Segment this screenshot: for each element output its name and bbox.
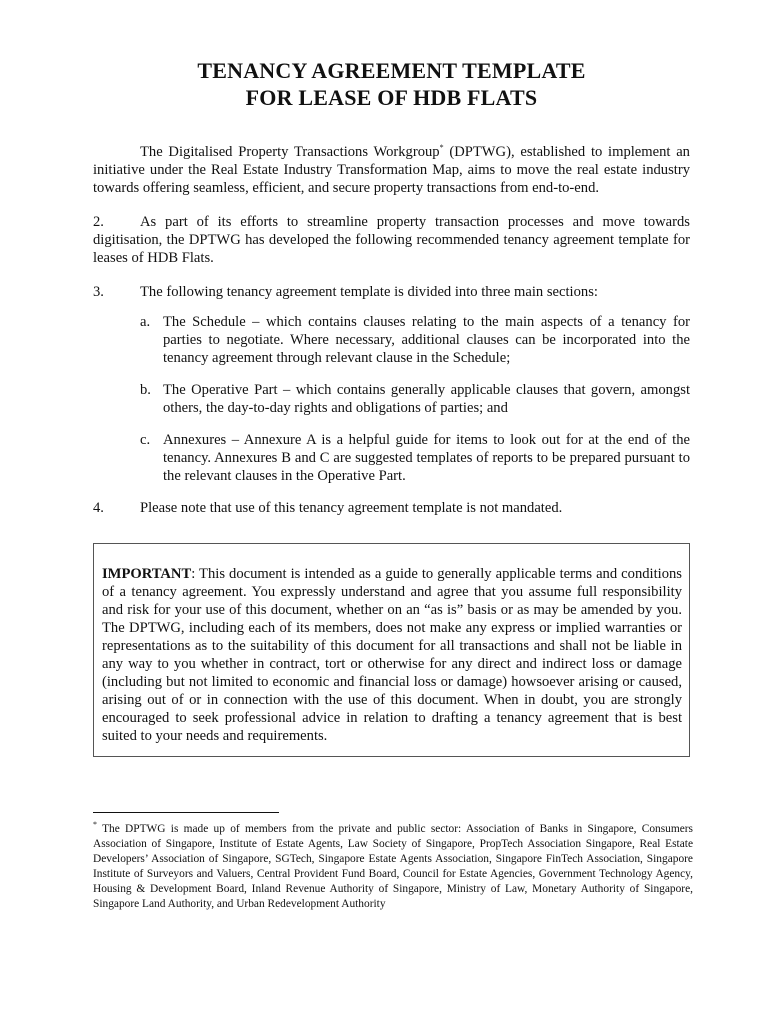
paragraph-2-number: 2. [93, 214, 104, 230]
list-item [140, 431, 690, 485]
important-text: : This document is intended as a guide to generally applicable terms and conditions of a tenancy agreement. You expressly understand and agree that you assume full responsibility and risk for your use of this document, whether on an “as is” basis or as may be amended by you. The DPTWG, including each of its members, does not make any express or implied warranties or representations as to the suitability of this document for all transactions and shall not be liable in any way to you whether in contract, tort or otherwise for any direct and indirect loss or damage (including but not limited to economic and financial loss or damage) howsoever arising or caused, arising out of or in connection with the use of this document. When in doubt, you are strongly encouraged to seek professional advice in relation to drafting a tenancy agreement that is best suited to your needs and requirements. [102, 566, 682, 744]
title-line-1: TENANCY AGREEMENT TEMPLATE [197, 58, 586, 83]
important-notice-box [93, 543, 690, 757]
list-item-text: The Operative Part – which contains generally applicable clauses that govern, amongst others, the day-to-day rights and obligations of parties; and [163, 382, 690, 416]
paragraph-2-text: As part of its efforts to streamline property transaction processes and move towards digitisation, the DPTWG has developed the following recommended tenancy agreement template for leases of HDB Flats. [93, 214, 690, 266]
paragraph-4 [93, 499, 690, 517]
paragraph-4-text: Please note that use of this tenancy agreement template is not mandated. [140, 500, 563, 516]
sections-list [140, 313, 690, 485]
list-item-text: The Schedule – which contains clauses relating to the main aspects of a tenancy for parties to negotiate. Where necessary, additional clauses can be incorporated into the tenancy agreement through relevant clause in the Schedule; [163, 314, 690, 366]
intro-paragraph [93, 143, 690, 197]
list-item [140, 381, 690, 417]
document-title [93, 0, 690, 111]
footnote-marker: * [439, 143, 444, 153]
footnote-divider [93, 812, 279, 813]
footnote-marker-repeat: * [93, 820, 97, 830]
list-item-letter: b. [140, 382, 151, 398]
paragraph-3-number: 3. [93, 284, 104, 300]
list-item-letter: a. [140, 314, 151, 330]
list-item [140, 313, 690, 367]
title-line-2: FOR LEASE OF HDB FLATS [245, 85, 538, 110]
footnote [93, 822, 693, 912]
list-item-letter: c. [140, 432, 151, 448]
paragraph-3 [93, 283, 690, 301]
footnote-text: The DPTWG is made up of members from the private and public sector: Association of Banks in Singapore, Consumers Association of Singapore, Institute of Estate Agents, Law Society of Singapore, PropTech Association Singapore, Real Estate Developers’ Association of Singapore, SGTech, Singapore Estate Agents Association, Singapore FinTech Association, Singapore Institute of Surveyors and Valuers, Central Provident Fund Board, Council for Estate Agencies, Government Technology Agency, Housing & Development Board, Inland Revenue Authority of Singapore, Ministry of Law, Monetary Authority of Singapore, Singapore Land Authority, and Urban Redevelopment Authority [93, 823, 693, 910]
intro-text-start: The Digitalised Property Transactions Workgroup [140, 144, 440, 160]
paragraph-3-text: The following tenancy agreement template is divided into three main sections: [140, 284, 598, 300]
paragraph-4-number: 4. [93, 500, 104, 516]
list-item-text: Annexures – Annexure A is a helpful guide for items to look out for at the end of the tenancy. Annexures B and C are suggested templates of reports to be prepared pursuant to the relevant clauses in the Operative Part. [163, 432, 690, 484]
paragraph-2 [93, 213, 690, 267]
intro-text-end: (DPTWG), established to implement an initiative under the Real Estate Industry Transformation Map, aims to move the real estate industry towards offering seamless, efficient, and secure property transactions from end-to-end. [93, 144, 690, 196]
important-label: IMPORTANT [102, 566, 192, 582]
